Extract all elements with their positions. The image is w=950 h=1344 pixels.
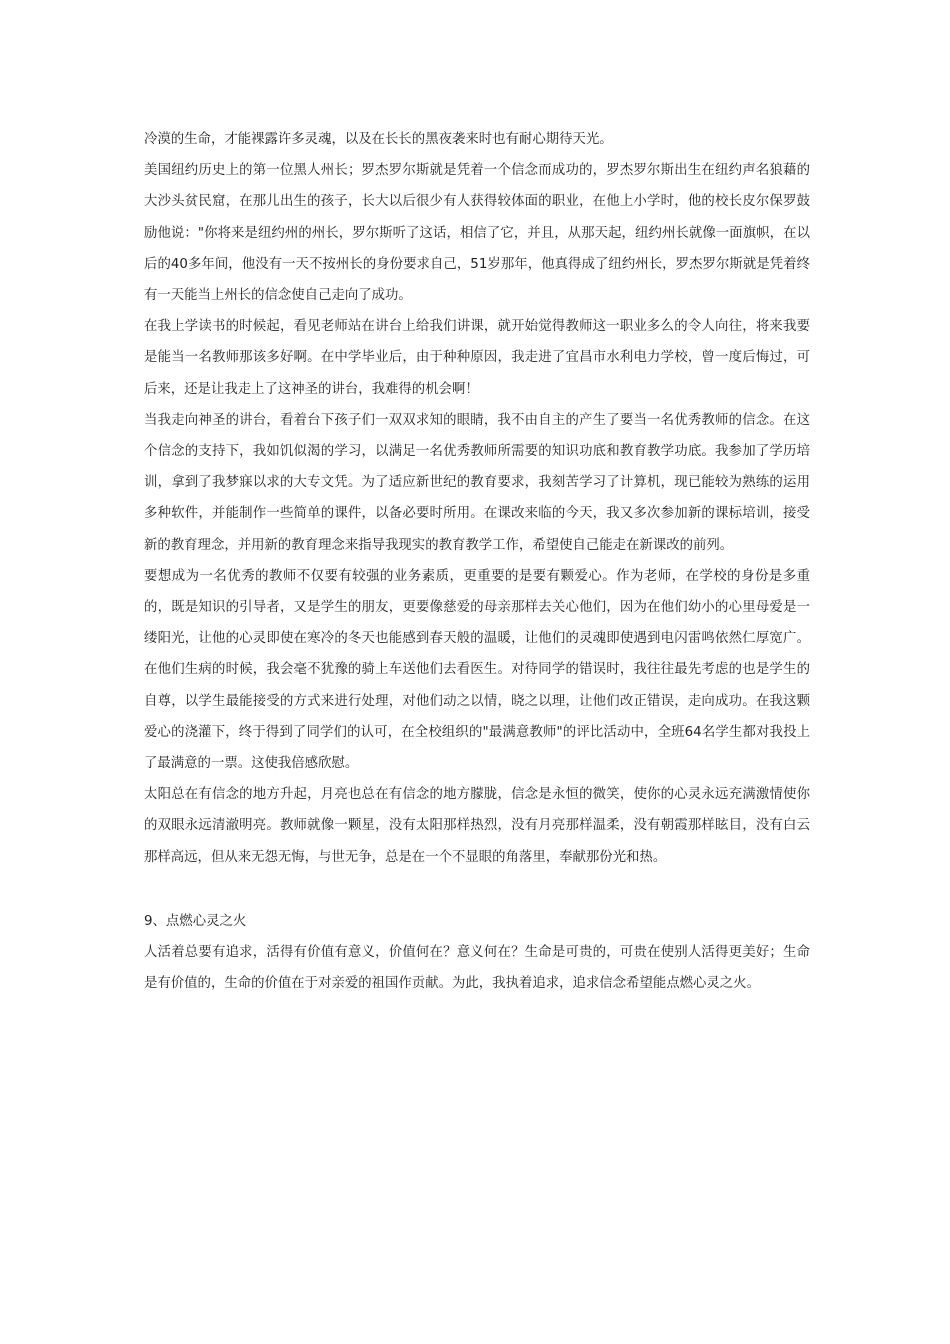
paragraph-pursuit: 人活着总要有追求，活得有价值有意义，价值何在？意义何在？生命是可贵的，可贵在使别人活得更美好；生命是有价值的，生命的价值在于对亲爱的祖国作贡献。为此，我执着追求，追求信念希望能点燃心灵之火。 [144, 945, 810, 992]
paragraph-belief-sun-moon: 太阳总在有信念的地方升起，月亮也总在有信念的地方朦胧，信念是永恒的微笑，使你的心灵永远充满激情使你的双眼永远清澈明亮。教师就像一颗星，没有太阳那样热烈，没有月亮那样温柔，没有朝霞那样眩目，没有白云那样高远，但从来无怨无悔，与世无争，总是在一个不显眼的角落里，奉献那份光和热。 [144, 787, 810, 865]
paragraph-becoming-teacher: 在我上学读书的时候起，看见老师站在讲台上给我们讲课，就开始觉得教师这一职业多么的令人向往，将来我要是能当一名教师那该多好啊。在中学毕业后，由于种种原因，我走进了宜昌市水利电力学校，曾一度后悔过，可后来，还是让我走上了这神圣的讲台，我难得的机会啊！ [144, 319, 810, 397]
document-body [144, 124, 810, 999]
section-heading: 9、点燃心灵之火 [144, 913, 247, 929]
paragraph-caring-heart: 要想成为一名优秀的教师不仅要有较强的业务素质，更重要的是要有颗爱心。作为老师，在学校的身份是多重的，既是知识的引导者，又是学生的朋友，更要像慈爱的母亲那样去关心他们，因为在他们幼小的心里母爱是一缕阳光，让他的心灵即使在寒冷的冬天也能感到春天般的温暖，让他们的灵魂即使遇到电闪雷鸣依然仁厚宽广。在他们生病的时候，我会毫不犹豫的骑上车送他们去看医生。对待同学的错误时，我往往最先考虑的也是学生的自尊，以学生最能接受的方式来进行处理，对他们动之以情，晓之以理，让他们改正错误，走向成功。在我这颗爱心的浇灌下，终于得到了同学们的认可，在全校组织的"最满意教师"的评比活动中，全班64名学生都对我投上了最满意的一票。这使我倍感欣慰。 [144, 568, 810, 772]
paragraph-intro-fragment: 冷漠的生命，才能裸露许多灵魂，以及在长长的黑夜袭来时也有耐心期待天光。 [144, 132, 613, 147]
paragraph-excellent-teacher-belief: 当我走向神圣的讲台，看着台下孩子们一双双求知的眼睛，我不由自主的产生了要当一名优秀教师的信念。在这个信念的支持下，我如饥似渴的学习，以满足一名优秀教师所需要的知识功底和教育教学功底。我参加了学历培训，拿到了我梦寐以求的大专文凭。为了适应新世纪的教育要求，我刻苦学习了计算机，现已能较为熟练的运用多种软件，并能制作一些简单的课件，以备必要时所用。在课改来临的今天，我又多次参加新的课标培训，接受新的教育理念，并用新的教育理念来指导我现实的教育教学工作，希望使自己能走在新课改的前列。 [144, 412, 810, 553]
paragraph-rogers-story: 美国纽约历史上的第一位黑人州长；罗杰罗尔斯就是凭着一个信念而成功的，罗杰罗尔斯出生在纽约声名狼藉的大沙头贫民窟，在那儿出生的孩子，长大以后很少有人获得较体面的职业，在他上小学时，他的校长皮尔保罗鼓励他说："你将来是纽约州的州长，罗尔斯听了这话，相信了它，并且，从那天起，纽约州长就像一面旗帜，在以后的40多年间，他没有一天不按州长的身份要求自己，51岁那年，他真得成了纽约州长，罗杰罗尔斯就是凭着终有一天能当上州长的信念使自己走向了成功。 [144, 163, 810, 304]
section-spacer [144, 873, 810, 906]
